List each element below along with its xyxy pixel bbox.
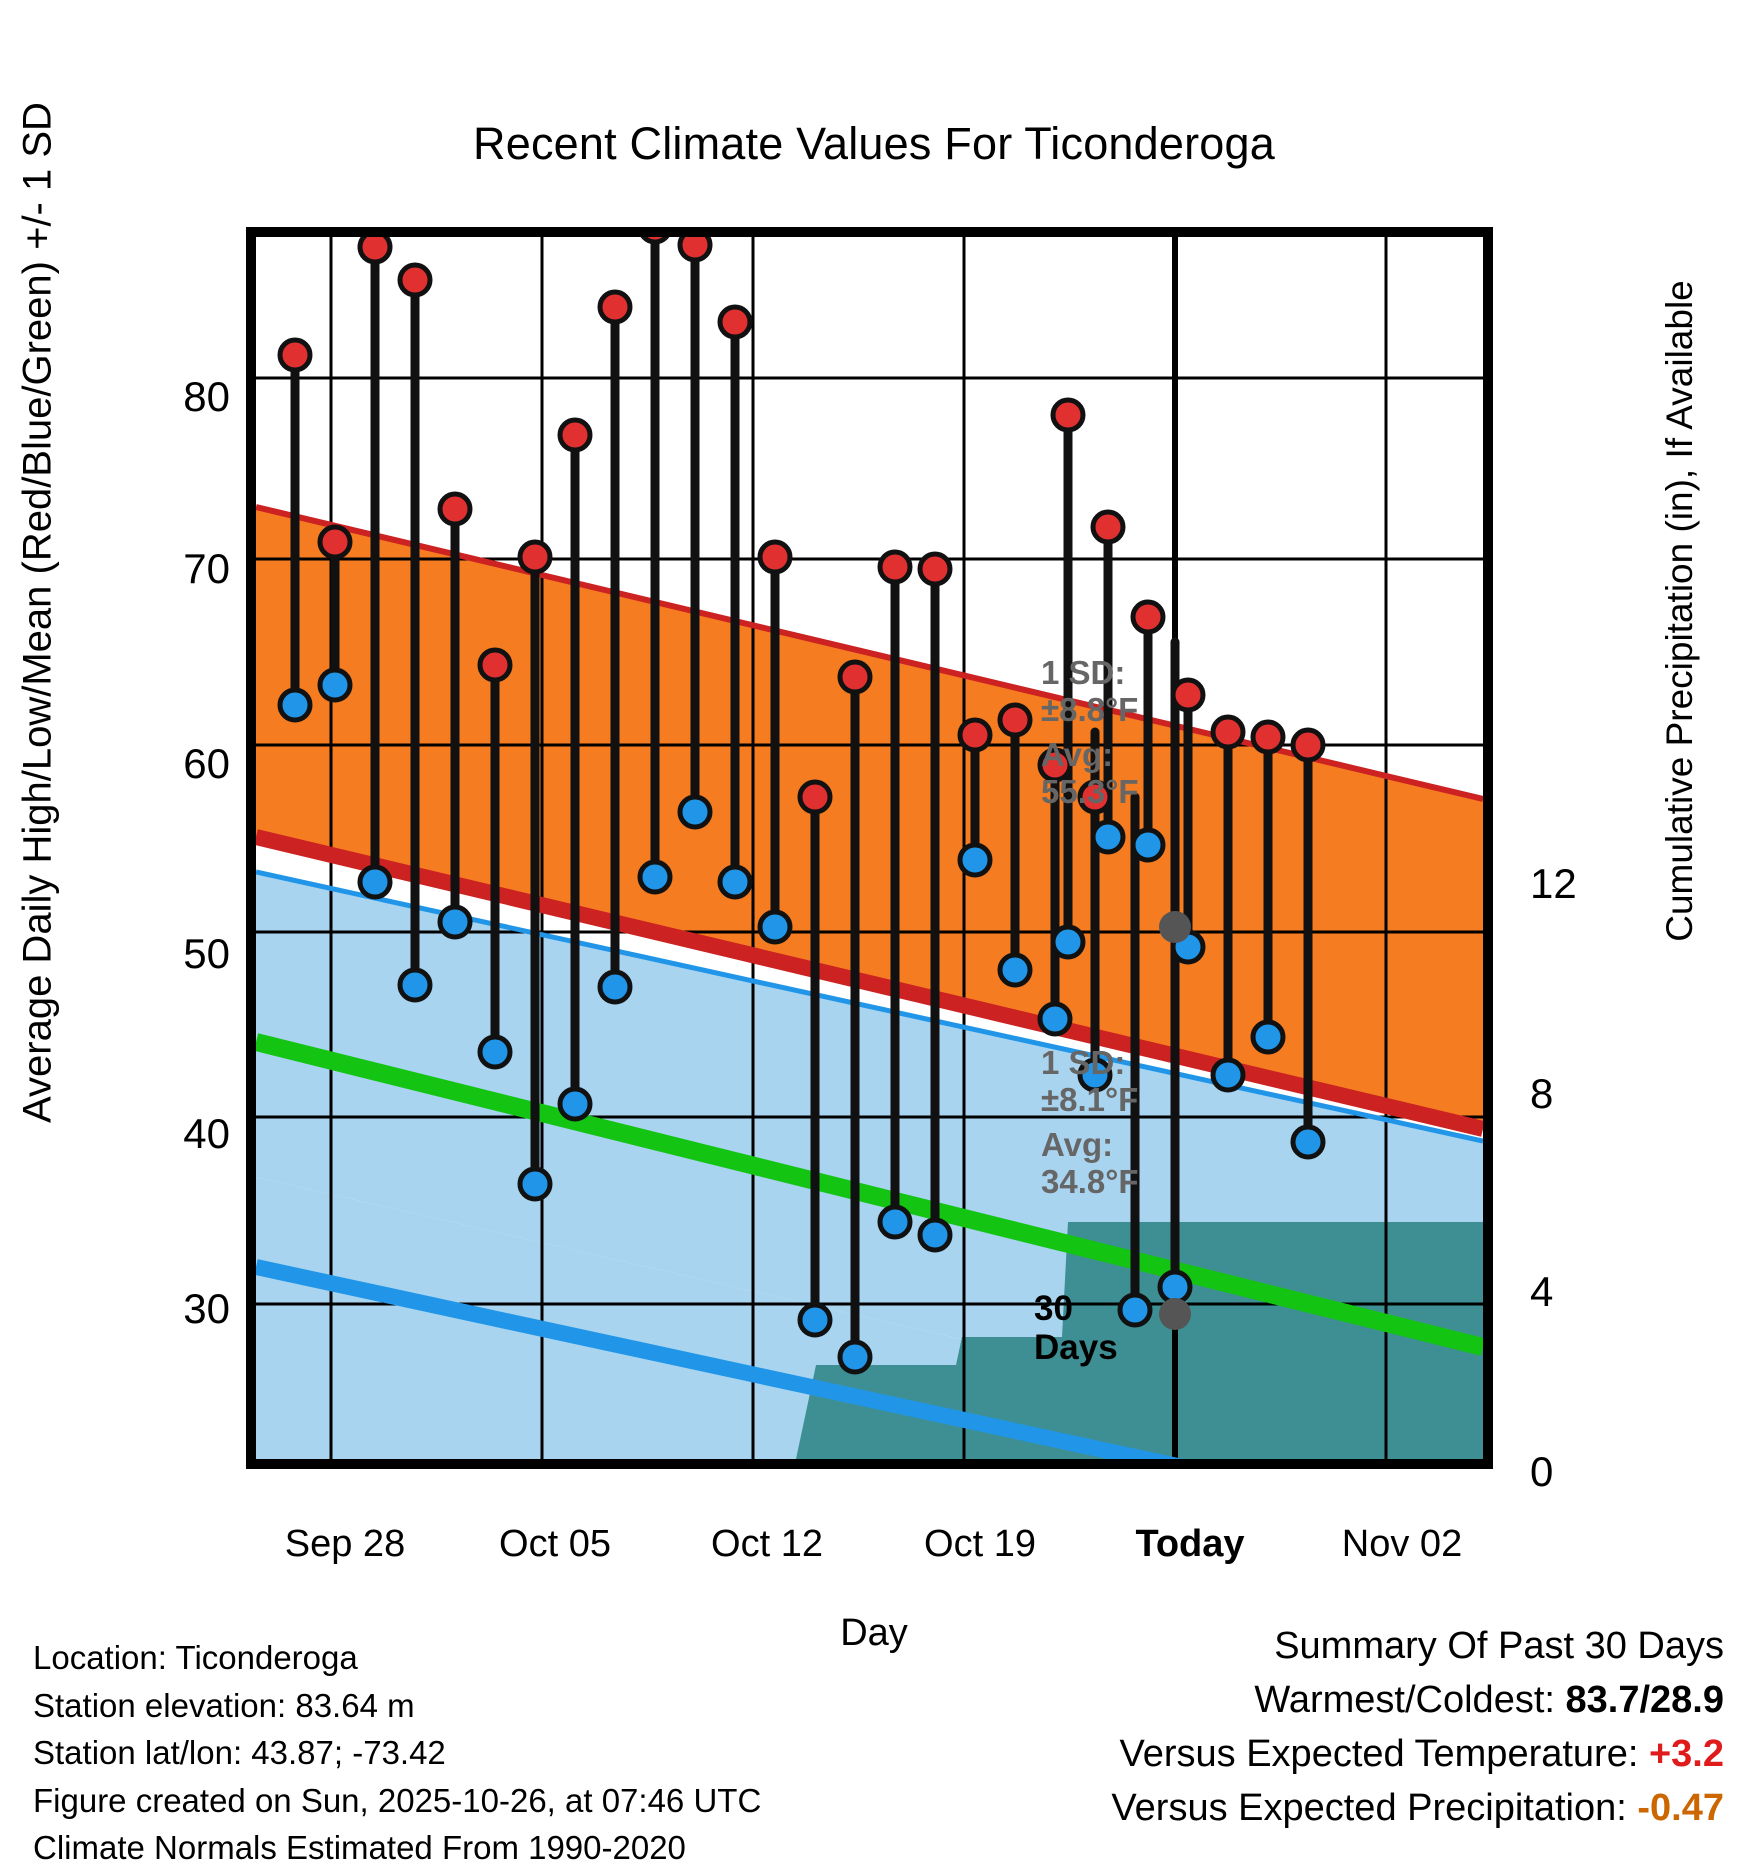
summary-value-warmest-coldest: 83.7/28.9: [1565, 1678, 1724, 1721]
y-tick-30: 30: [183, 1285, 230, 1332]
y2-tick-8: 8: [1530, 1070, 1554, 1117]
low-sd-label: 1 SD:: [1041, 1044, 1126, 1081]
summary-value-temperature: +3.2: [1648, 1732, 1724, 1775]
y-tick-40: 40: [183, 1110, 230, 1157]
metadata-latlon: Station lat/lon: 43.87; -73.42: [33, 1734, 446, 1772]
precip-days-number: 30: [1034, 1289, 1073, 1328]
high-avg-value: 55.3°F: [1041, 772, 1139, 810]
page-title: Recent Climate Values For Ticonderoga: [473, 118, 1275, 169]
metadata-normals: Climate Normals Estimated From 1990-2020: [33, 1829, 686, 1867]
summary-value-precipitation: -0.47: [1637, 1786, 1724, 1829]
metadata-location: Location: Ticonderoga: [33, 1639, 358, 1676]
low-sd-value: ±8.1°F: [1041, 1080, 1139, 1118]
high-sd-label: 1 SD:: [1041, 654, 1126, 691]
y2-tick-0: 0: [1530, 1448, 1554, 1495]
y-axis-label-left: Average Daily High/Low/Mean (Red/Blue/Green) +/- 1 SD: [15, 102, 60, 1123]
high-sd-value: ±8.8°F: [1041, 690, 1139, 728]
summary-row-warmest-coldest: [1111, 1674, 1724, 1728]
low-sd-annotation: [1041, 1045, 1138, 1119]
x-tick-oct-05: Oct 05: [499, 1523, 611, 1565]
summary-block: [1111, 1620, 1724, 1836]
high-avg-label: Avg:: [1041, 736, 1114, 773]
y2-tick-4: 4: [1530, 1268, 1554, 1315]
x-tick-today: Today: [1135, 1523, 1245, 1565]
low-avg-value: 34.8°F: [1041, 1162, 1139, 1200]
y-tick-50: 50: [183, 930, 230, 977]
y-tick-60: 60: [183, 740, 230, 787]
plot-area: [256, 237, 1483, 1459]
metadata-elevation: Station elevation: 83.64 m: [33, 1686, 415, 1724]
high-sd-annotation: [1041, 655, 1138, 729]
x-axis-label: Day: [840, 1612, 908, 1654]
metadata-block: [33, 1634, 761, 1872]
metadata-created: Figure created on Sun, 2025-10-26, at 07:46 UTC: [33, 1781, 762, 1819]
summary-row-temperature: [1111, 1728, 1724, 1782]
low-avg-label: Avg:: [1041, 1126, 1114, 1163]
y-axis-label-right: Cumulative Precipitation (in), If Available: [1659, 280, 1700, 942]
summary-label-temperature: Versus Expected Temperature:: [1119, 1732, 1639, 1775]
y-tick-70: 70: [183, 545, 230, 592]
x-tick-oct-12: Oct 12: [711, 1523, 823, 1565]
low-avg-annotation: [1041, 1127, 1139, 1201]
today-high-avg-marker: [1159, 911, 1191, 943]
summary-heading: Summary Of Past 30 Days: [1274, 1625, 1724, 1667]
summary-label-warmest-coldest: Warmest/Coldest:: [1254, 1678, 1555, 1721]
climate-chart: [256, 237, 1483, 1459]
y2-tick-12: 12: [1530, 860, 1577, 907]
summary-label-precipitation: Versus Expected Precipitation:: [1111, 1786, 1627, 1829]
x-tick-sep-28: Sep 28: [284, 1523, 406, 1565]
x-tick-nov-02: Nov 02: [1341, 1523, 1463, 1565]
high-avg-annotation: [1041, 737, 1139, 811]
today-low-avg-marker: [1159, 1298, 1191, 1330]
precip-days-word: Days: [1034, 1328, 1118, 1368]
y-tick-80: 80: [183, 373, 230, 420]
precip-days-annotation: [1034, 1289, 1118, 1367]
x-tick-oct-19: Oct 19: [924, 1523, 1036, 1565]
